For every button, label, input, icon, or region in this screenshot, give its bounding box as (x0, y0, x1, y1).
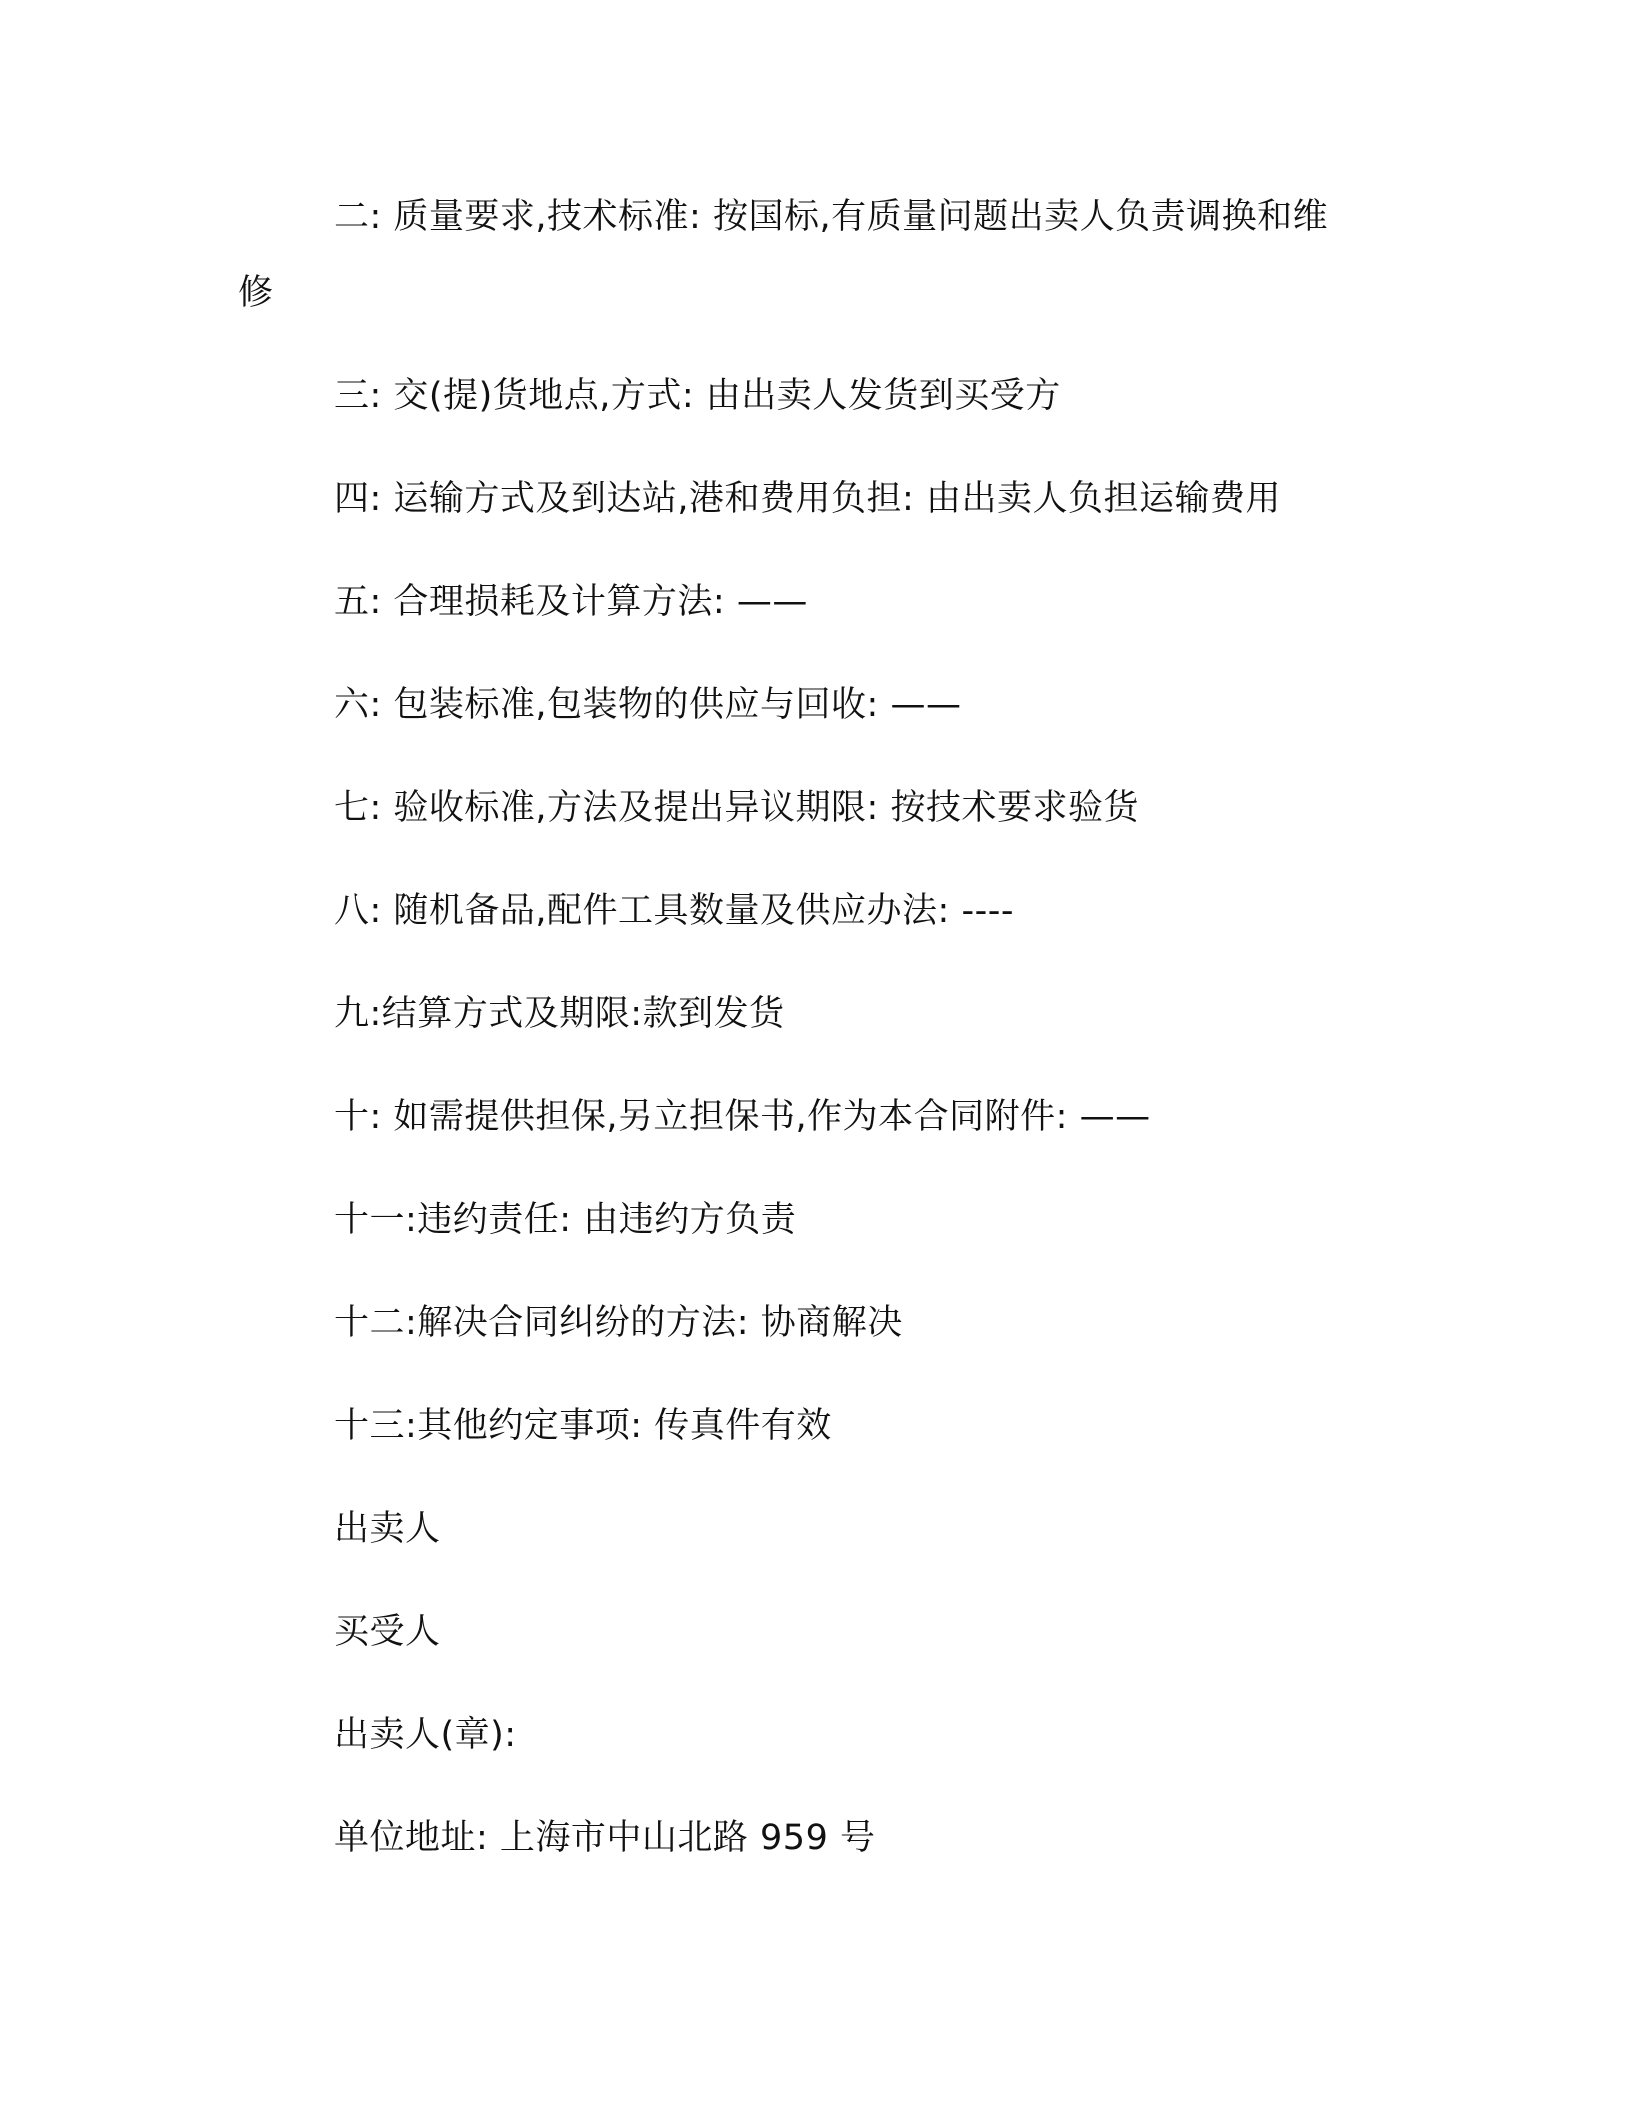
clause-5: 五: 合理损耗及计算方法: —— (334, 582, 808, 622)
clause-2-line-2: 修 (238, 273, 274, 313)
clause-8: 八: 随机备品,配件工具数量及供应办法: ---- (334, 891, 1014, 931)
clause-2-line-1: 二: 质量要求,技术标准: 按国标,有质量问题出卖人负责调换和维 (334, 197, 1329, 237)
clause-4: 四: 运输方式及到达站,港和费用负担: 由出卖人负担运输费用 (334, 479, 1281, 519)
clause-12: 十二:解决合同纠纷的方法: 协商解决 (334, 1303, 903, 1343)
clause-6: 六: 包装标准,包装物的供应与回收: —— (334, 685, 962, 725)
buyer-label: 买受人 (334, 1612, 441, 1652)
clause-11: 十一:违约责任: 由违约方负责 (334, 1200, 797, 1240)
clause-9: 九:结算方式及期限:款到发货 (334, 994, 785, 1034)
seller-seal-label: 出卖人(章): (334, 1715, 517, 1755)
seller-address: 单位地址: 上海市中山北路 959 号 (334, 1818, 876, 1858)
seller-label: 出卖人 (334, 1509, 441, 1549)
clause-7: 七: 验收标准,方法及提出异议期限: 按技术要求验货 (334, 788, 1139, 828)
clause-13: 十三:其他约定事项: 传真件有效 (334, 1406, 832, 1446)
clause-10: 十: 如需提供担保,另立担保书,作为本合同附件: —— (334, 1097, 1151, 1137)
clause-3: 三: 交(提)货地点,方式: 由出卖人发货到买受方 (334, 376, 1061, 416)
